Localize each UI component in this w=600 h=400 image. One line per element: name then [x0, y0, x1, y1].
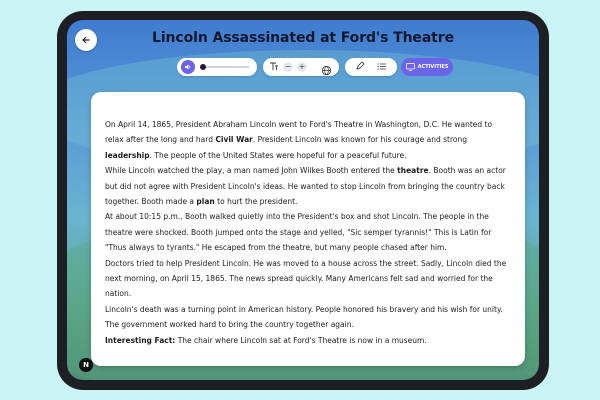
article-text: . The people of the United States were hopeful for a peaceful future. [149, 150, 407, 160]
fact-label: Interesting Fact: [105, 335, 176, 345]
text-size-icon [269, 61, 279, 74]
article-card [91, 92, 525, 366]
article-text: While Lincoln watched the play, a man named John Wilkes Booth entered the [105, 166, 398, 176]
vocab-word[interactable]: theatre [397, 166, 429, 176]
activities-label: ACTIVITIES [417, 64, 449, 70]
article-paragraph [105, 163, 513, 209]
page-title: Lincoln Assassinated at Ford's Theatre [152, 30, 454, 46]
vocab-word[interactable]: Civil War [215, 135, 253, 145]
tablet-frame [57, 11, 549, 390]
play-audio-button[interactable] [181, 60, 195, 74]
article-text: On April 14, 1865, President Abraham Lincoln went to Ford's Theatre in Washington, D.C. He wanted to relax after the long and hard [105, 120, 493, 145]
list-icon[interactable] [377, 61, 387, 74]
article-paragraph: Doctors tried to help President Lincoln. He was moved to a house across the street. Sadly, Lincoln died the next morning, on April 15, 1865. The news spread quickly. Many Americans felt sad and worried for the nation. [105, 258, 507, 299]
audio-progress-track[interactable] [201, 66, 249, 68]
audio-progress-handle[interactable] [200, 64, 206, 70]
speaker-icon [184, 63, 192, 71]
article-text: . President Lincoln was known for his courage and strong [252, 135, 468, 145]
audio-player[interactable] [177, 58, 257, 76]
vocab-word[interactable]: leadership [105, 150, 150, 160]
article-text: . Booth was an actor but did not agree with President Lincoln's ideas. He wanted to stop Lincoln from bringing the country back together. Booth made a [105, 166, 506, 207]
activities-button[interactable] [401, 58, 453, 76]
fact-text: The chair where Lincoln sat at Ford's Theatre is now in a museum. [175, 335, 427, 345]
decrease-text-size-button[interactable]: − [284, 62, 292, 71]
article-paragraph: Lincoln's death was a turning point in American history. People honored his bravery and his wish for unity. The government worked hard to bring the country together again. [105, 304, 503, 330]
interesting-fact [105, 333, 513, 348]
article-text: to hurt the president. [214, 197, 298, 207]
activities-icon [406, 63, 415, 71]
vocab-word[interactable]: plan [196, 197, 215, 207]
annotation-tools [345, 58, 397, 76]
text-controls [263, 58, 339, 76]
article-paragraph: At about 10:15 p.m., Booth walked quietly into the President's box and shot Lincoln. The people in the theatre were shocked. Booth jumped onto the stage and yelled, "Sic semper tyrannis!" This is Latin for "Thus always to tyrants." He escaped from the theatre, but many people chased after him. [105, 212, 492, 253]
article-body [105, 117, 513, 348]
article-paragraph [105, 117, 513, 163]
app-badge[interactable]: N [79, 358, 93, 372]
increase-text-size-button[interactable]: + [298, 62, 306, 71]
app-screen [67, 20, 539, 380]
globe-icon[interactable] [321, 61, 332, 80]
pencil-icon[interactable] [355, 61, 365, 74]
